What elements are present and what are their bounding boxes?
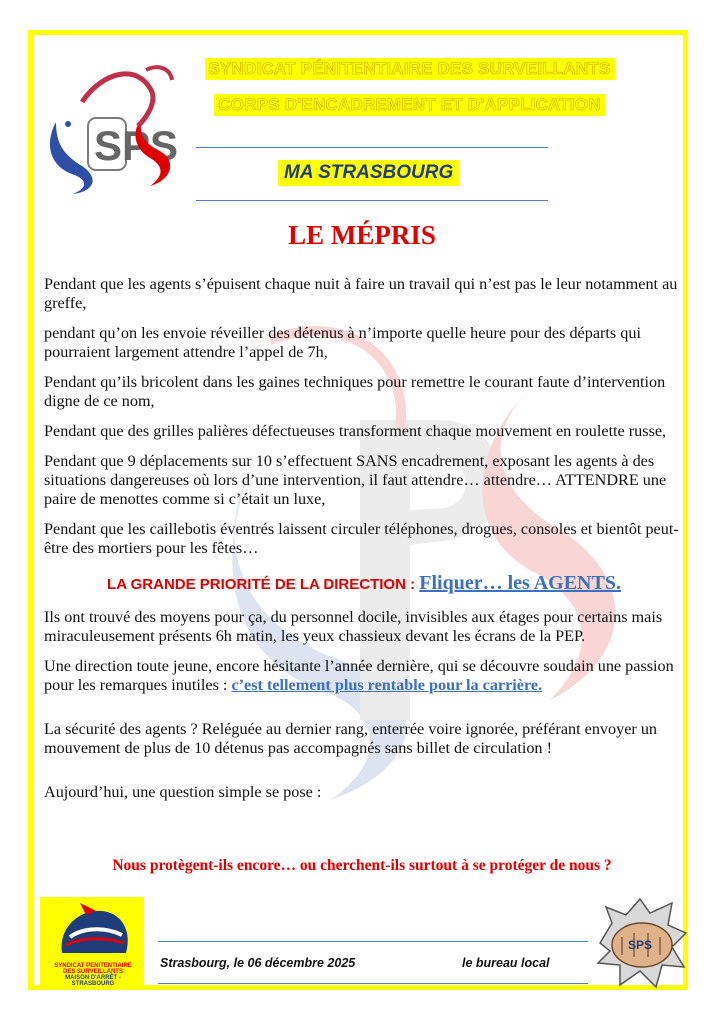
sps-logo	[42, 62, 182, 198]
paragraph-moyens: Ils ont trouvé des moyens pour ça, du personnel docile, invisibles aux étages pour certains mais miraculeusement présents 6h matin, les yeux chassieux devant les écrans de la PEP.	[44, 608, 663, 645]
footer-rule-bottom	[158, 983, 588, 984]
fist-icon	[592, 893, 692, 993]
body-text	[44, 275, 684, 813]
header-rule-bottom	[196, 200, 548, 201]
signoff-place-date: Strasbourg, le 06 décembre 2025	[160, 956, 356, 970]
union-title	[177, 58, 642, 116]
signoff-author: le bureau local	[462, 956, 550, 970]
final-question: Nous protègent-ils encore… ou cherchent-ils surtout à se protéger de nous ?	[112, 857, 612, 874]
paragraph-direction-text: Une direction toute jeune, encore hésitante l’année dernière, qui se découvre soudain une passion pour les remarques inutiles :	[44, 657, 674, 694]
paragraph-question-intro: Aujourd’hui, une question simple se pose :	[44, 783, 322, 801]
fist-letters: SPS	[628, 938, 653, 952]
footer-union-logo	[40, 897, 144, 987]
paragraph-caillebotis: Pendant que les caillebotis éventrés laissent circuler téléphones, drogues, consoles et bientôt peut-être des mortiers pour les fêtes…	[44, 520, 679, 557]
footer-rule-top	[158, 941, 588, 942]
footer-logo-caption-line2: MAISON D'ARRÊT - STRASBOURG	[65, 975, 121, 987]
paragraph-greffe: Pendant que les agents s’épuisent chaque nuit à faire un travail qui n’est pas le leur notamment au greffe,	[44, 275, 678, 312]
header-rule-top	[196, 147, 548, 148]
paragraph-direction	[44, 657, 684, 695]
paragraph-grilles: Pendant que des grilles palières défectueuses transforment chaque mouvement en roulette russe,	[44, 422, 667, 440]
helmet-icon	[40, 897, 144, 963]
priority-target: Fliquer… les AGENTS.	[419, 572, 621, 594]
paragraph-securite: La sécurité des agents ? Reléguée au dernier rang, enterrée voire ignorée, préférant envoyer un mouvement de plus de 10 détenus pas accompagnés sans billet de circulation !	[44, 720, 658, 757]
paragraph-gaines: Pendant qu’ils bricolent dans les gaines techniques pour remettre le courant faute d’intervention digne de ce nom,	[44, 373, 666, 410]
site-name: MA STRASBOURG	[278, 160, 459, 186]
paragraph-reveil: pendant qu’on les envoie réveiller des détenus à n’importe quelle heure pour des départs qui pourraient largement attendre l’appel de 7h,	[44, 324, 641, 361]
headline: LE MÉPRIS	[288, 220, 436, 250]
footer-logo-caption	[48, 963, 138, 987]
career-link[interactable]: c’est tellement plus rentable pour la carrière.	[231, 676, 543, 694]
union-name-line2: CORPS D'ENCADREMENT ET D'APPLICATION	[214, 94, 604, 116]
paragraph-deplacements: Pendant que 9 déplacements sur 10 s’effectuent SANS encadrement, exposant les agents à des situations dangereuses où lors d’une intervention, il faut attendre… attendre… ATTENDRE une paire de menottes comme si c’était un luxe,	[44, 452, 667, 508]
priority-heading	[44, 574, 684, 594]
footer-logo-caption-line1: SYNDICAT PENITENTIAIRE DES SURVEILLANTS	[54, 963, 132, 975]
logo-letters: SPS	[94, 122, 179, 169]
priority-label: LA GRANDE PRIORITÉ DE LA DIRECTION :	[107, 576, 420, 593]
union-name-line1: SYNDICAT PÉNITENTIAIRE DES SURVEILLANTS	[205, 58, 615, 80]
